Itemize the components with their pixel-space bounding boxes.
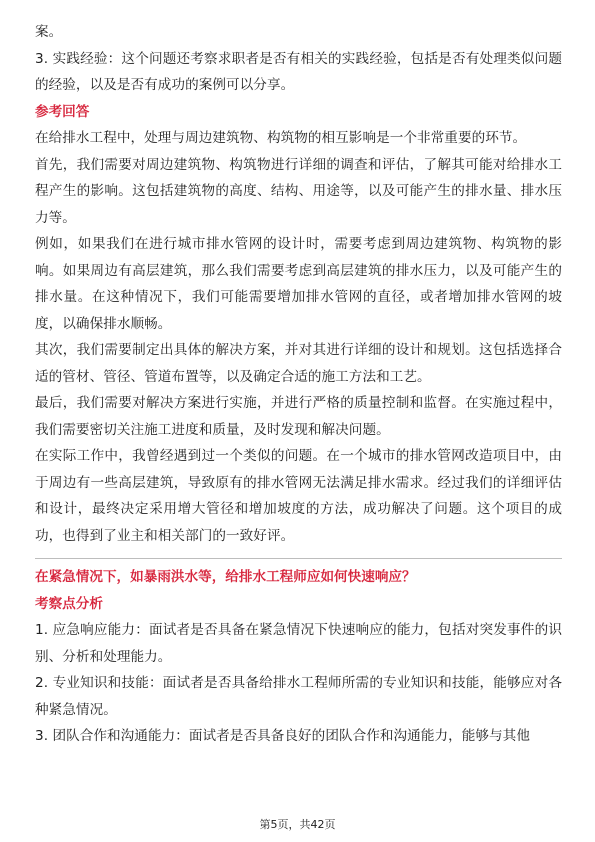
answer-paragraph: 最后，我们需要对解决方案进行实施，并进行严格的质量控制和监督。在实施过程中，我们需要密切关注施工进度和质量，及时发现和解决问题。	[35, 395, 562, 438]
analysis-heading: 考察点分析	[35, 595, 103, 612]
analysis-paragraph: 1. 应急响应能力：面试者是否具备在紧急情况下快速响应的能力，包括对突发事件的识别、分析和处理能力。	[35, 622, 562, 665]
answer-paragraph: 在给排水工程中，处理与周边建筑物、构筑物的相互影响是一个非常重要的环节。	[35, 130, 527, 146]
answer-heading: 参考回答	[35, 103, 90, 120]
question-heading: 在紧急情况下，如暴雨洪水等，给排水工程师应如何快速响应？	[35, 569, 416, 585]
paragraph: 3. 实践经验：这个问题还考察求职者是否有相关的实践经验，包括是否有处理类似问题的经验，以及是否有成功的案例可以分享。	[35, 50, 562, 93]
answer-paragraph: 例如，如果我们在进行城市排水管网的设计时，需要考虑到周边建筑物、构筑物的影响。如果周边有高层建筑，那么我们需要考虑到高层建筑的排水压力，以及可能产生的排水量。在这种情况下，我们可能需要增加排水管网的直径，或者增加排水管网的坡度，以确保排水顺畅。	[35, 236, 562, 332]
answer-paragraph: 在实际工作中，我曾经遇到过一个类似的问题。在一个城市的排水管网改造项目中，由于周边有一些高层建筑，导致原有的排水管网无法满足排水需求。经过我们的详细评估和设计，最终决定采用增大管径和增加坡度的方法，成功解决了问题。这个项目的成功，也得到了业主和相关部门的一致好评。	[35, 448, 562, 544]
section-divider	[35, 558, 562, 559]
page-content	[35, 19, 562, 750]
analysis-paragraph: 3. 团队合作和沟通能力：面试者是否具备良好的团队合作和沟通能力，能够与其他	[35, 728, 530, 744]
answer-paragraph: 首先，我们需要对周边建筑物、构筑物进行详细的调查和评估，了解其可能对给排水工程产生的影响。这包括建筑物的高度、结构、用途等，以及可能产生的排水量、排水压力等。	[35, 156, 562, 226]
page-number: 第5页，共42页	[259, 818, 336, 831]
analysis-paragraph: 2. 专业知识和技能：面试者是否具备给排水工程师所需的专业知识和技能，能够应对各种紧急情况。	[35, 675, 562, 718]
paragraph: 案。	[35, 24, 63, 40]
answer-paragraph: 其次，我们需要制定出具体的解决方案，并对其进行详细的设计和规划。这包括选择合适的管材、管径、管道布置等，以及确定合适的施工方法和工艺。	[35, 342, 562, 385]
